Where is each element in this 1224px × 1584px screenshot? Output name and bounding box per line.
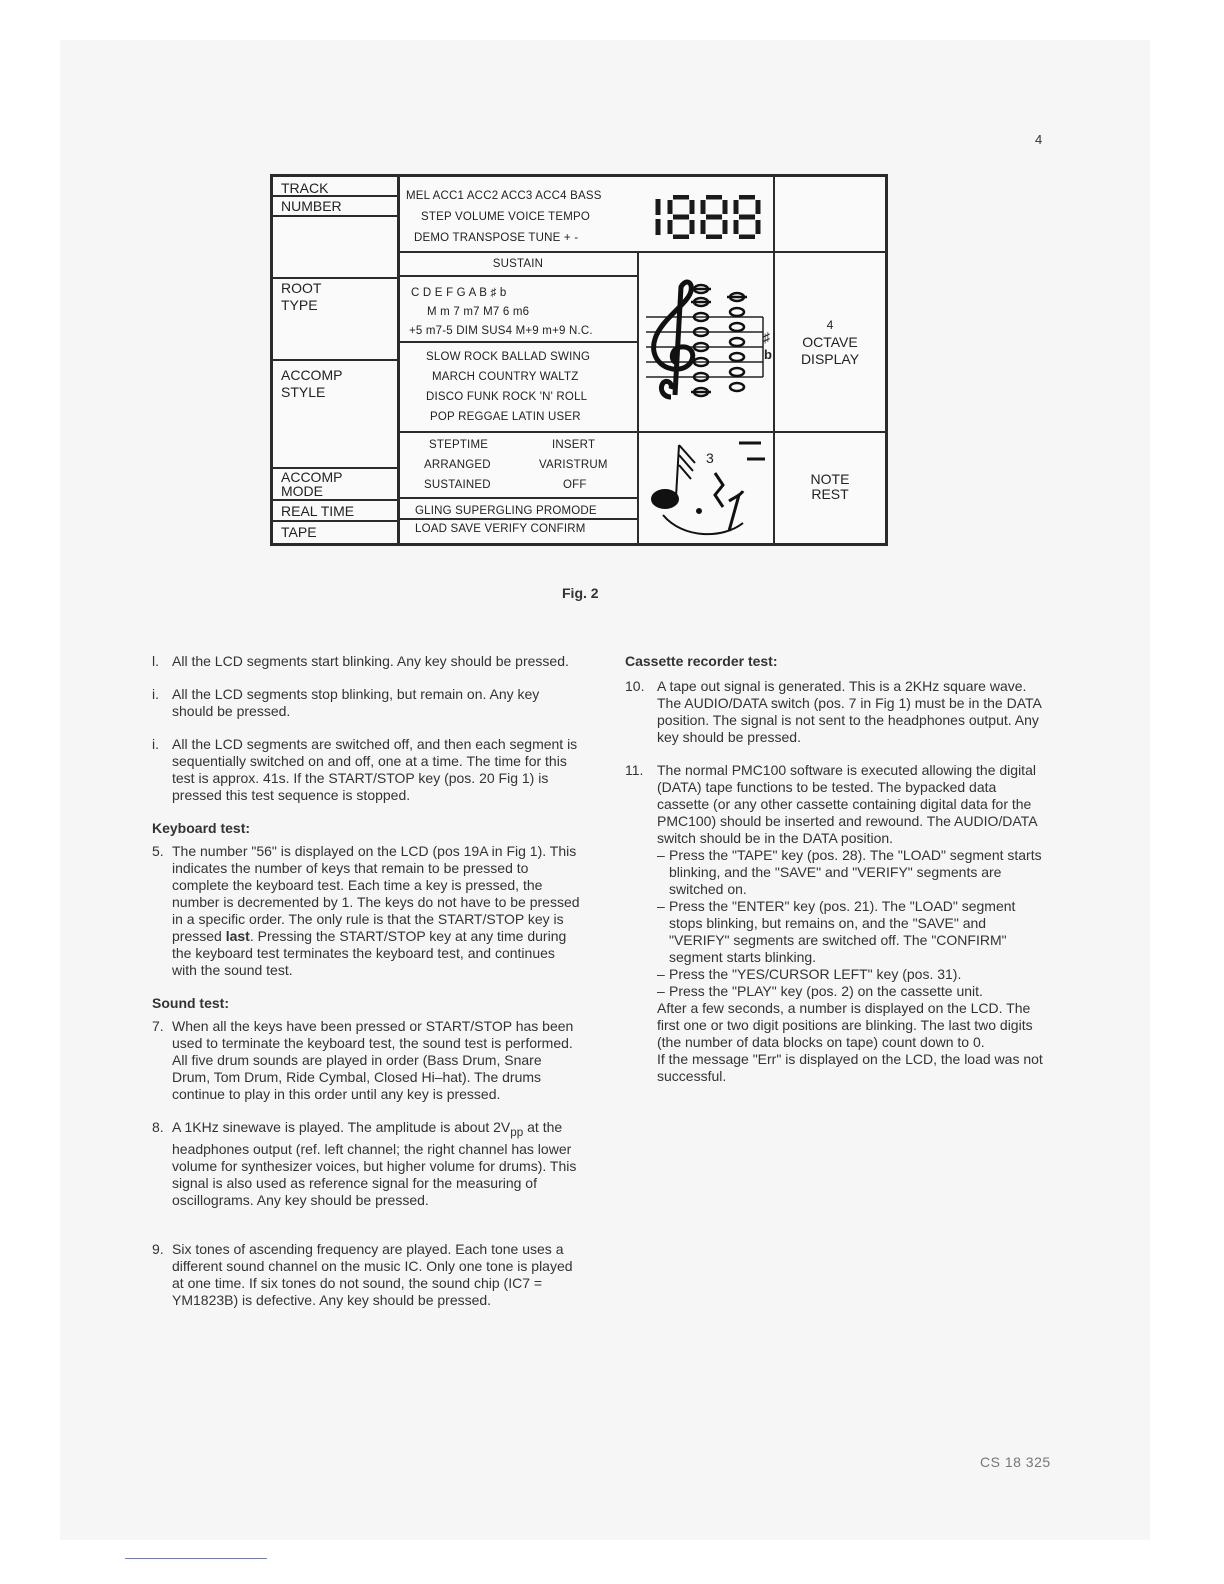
segment-track-row: MEL ACC1 ACC2 ACC3 ACC4 BASS	[406, 190, 602, 202]
lcd-diagram	[270, 174, 888, 546]
triplet-number: 3	[706, 450, 714, 466]
segment-style-4: POP REGGAE LATIN USER	[430, 411, 581, 423]
flat-symbol: b	[764, 347, 773, 362]
segment-gling-row: GLING SUPERGLING PROMODE	[415, 505, 597, 517]
cassette-test-heading: Cassette recorder test:	[625, 653, 778, 669]
item-number: 9.	[152, 1240, 164, 1257]
item-text: When all the keys have been pressed or START/STOP has been used to terminate the keyboard test, the sound test is performed. All five drum sounds are played in order (Bass Drum, Snare Drum, Tom Drum, Ride Cymbal, Closed Hi–hat). The drums continue to play in this order until any key is pressed.	[172, 1018, 574, 1102]
page-number: 4	[1035, 132, 1043, 147]
dash: –	[657, 898, 665, 914]
digit-display	[651, 195, 766, 239]
segment-demo-row: DEMO TRANSPOSE TUNE + -	[414, 232, 579, 244]
item-number: i.	[152, 686, 159, 702]
sharp-symbol: ♯	[763, 329, 771, 345]
segment-chord-types-1: M m 7 m7 M7 6 m6	[427, 306, 530, 318]
list-item	[152, 843, 582, 979]
lcd-divider	[273, 277, 397, 279]
list-item	[152, 1018, 582, 1103]
step-text: Press the "PLAY" key (pos. 2) on the cassette unit.	[669, 983, 983, 999]
staff-notes-icon	[641, 277, 771, 429]
segment-chord-types-2: +5 m7-5 DIM SUS4 M+9 m+9 N.C.	[409, 325, 593, 337]
lcd-divider	[397, 177, 400, 543]
subscript: pp	[510, 1125, 524, 1139]
item-number: i.	[152, 736, 159, 752]
item-text: . Pressing the START/STOP key at any time during the keyboard test terminates the keyboard test, and continues with the sound test.	[172, 928, 567, 978]
item-number: l.	[152, 653, 159, 669]
label-accomp-mode: ACCOMP	[281, 469, 343, 485]
list-item	[625, 762, 1043, 1085]
segment-arranged: ARRANGED	[424, 459, 491, 471]
label-mode: MODE	[281, 483, 323, 499]
sound-test-heading: Sound test:	[152, 995, 229, 1011]
lcd-divider	[397, 518, 639, 520]
figure-caption: Fig. 2	[562, 585, 599, 601]
dash: –	[657, 966, 665, 982]
lcd-divider	[273, 359, 397, 361]
lcd-divider	[397, 431, 885, 433]
document-code: CS 18 325	[980, 1454, 1051, 1470]
label-tape: TAPE	[281, 524, 317, 540]
segment-step-row: STEP VOLUME VOICE TEMPO	[421, 211, 591, 223]
note-label: NOTE	[810, 471, 850, 487]
item-text: A tape out signal is generated. This is a 2KHz square wave. The AUDIO/DATA switch (pos. 7 in Fig 1) must be in the DATA position. The signal is not sent to the headphones output. Any key should be pressed.	[657, 678, 1042, 745]
lcd-divider	[397, 251, 639, 253]
octave-number: 4	[826, 318, 834, 332]
step-item	[657, 847, 1043, 898]
item-number: 7.	[152, 1018, 164, 1034]
lcd-divider	[637, 251, 639, 543]
segment-style-3: DISCO FUNK ROCK 'N' ROLL	[426, 391, 588, 403]
label-style: STYLE	[281, 384, 326, 400]
label-real-time: REAL TIME	[281, 503, 355, 519]
segment-insert: INSERT	[552, 439, 596, 451]
step-item	[657, 966, 1043, 983]
list-item	[152, 736, 582, 804]
item-text: All the LCD segments start blinking. Any key should be pressed.	[172, 653, 569, 669]
item-text: A 1KHz sinewave is played. The amplitude is about 2V	[172, 1119, 511, 1135]
segment-tape-row: LOAD SAVE VERIFY CONFIRM	[415, 523, 586, 535]
item-text: All the LCD segments stop blinking, but remain on. Any key should be pressed.	[172, 686, 540, 719]
item-text: at the headphones output (ref. left channel; the right channel has lower volume for synthesizer voices, but higher volume for drums). This signal is also used as reference signal for the measuring of oscillograms. Any key should be pressed.	[172, 1119, 577, 1208]
list-item	[152, 1241, 582, 1309]
lcd-divider	[273, 215, 397, 217]
item-text: The normal PMC100 software is executed allowing the digital (DATA) tape functions to be tested. The bypacked data cassette (or any other cassette containing digital data for the PMC100) should be inserted and rewound. The AUDIO/DATA switch should be in the DATA position.	[657, 762, 1037, 846]
label-track: TRACK	[281, 180, 329, 196]
list-item	[152, 686, 582, 720]
after-text: After a few seconds, a number is displayed on the LCD. The first one or two digit positions are blinking. The last two digits (the number of data blocks on tape) count down to 0.	[657, 1000, 1033, 1050]
segment-style-2: MARCH COUNTRY WALTZ	[432, 371, 579, 383]
segment-sustained: SUSTAINED	[424, 479, 491, 491]
step-item	[657, 983, 1043, 1000]
lcd-divider	[273, 520, 397, 522]
step-text: Press the "ENTER" key (pos. 21). The "LOAD" segment stops blinking, but remains on, and the "SAVE" and "VERIFY" segments are switched off. The "CONFIRM" segment starts blinking.	[669, 898, 1016, 965]
segment-varistrum: VARISTRUM	[539, 459, 608, 471]
rest-label: REST	[811, 486, 849, 502]
dash: –	[657, 983, 665, 999]
item-number: 10.	[625, 678, 645, 694]
keyboard-test-heading: Keyboard test:	[152, 820, 251, 836]
segment-sustain: SUSTAIN	[492, 258, 544, 270]
segment-root-notes: C D E F G A B ♯ b	[411, 287, 507, 299]
left-column	[152, 653, 582, 1325]
item-text: All the LCD segments are switched off, and then each segment is sequentially switched on and off, one at a time. The time for this test is approx. 41s. If the START/STOP key (pos. 20 Fig 1) is pressed this test sequence is stopped.	[172, 736, 578, 803]
step-item	[657, 898, 1043, 966]
step-text: Press the "YES/CURSOR LEFT" key (pos. 31).	[669, 966, 962, 982]
lcd-divider	[397, 341, 639, 343]
item-text: Six tones of ascending frequency are played. Each tone uses a different sound channel on the music IC. Only one tone is played at one time. If six tones do not sound, the sound chip (IC7 = YM1823B) is defective. Any key should be pressed.	[172, 1240, 573, 1308]
error-text: If the message "Err" is displayed on the LCD, the load was not successful.	[657, 1051, 1043, 1084]
item-number: 11.	[625, 762, 644, 778]
item-text-bold: last	[225, 928, 250, 944]
item-number: 8.	[152, 1119, 164, 1135]
lcd-divider	[397, 497, 639, 499]
segment-steptime: STEPTIME	[429, 439, 489, 451]
lcd-divider	[637, 251, 885, 253]
segment-style-1: SLOW ROCK BALLAD SWING	[426, 351, 591, 363]
label-root: ROOT	[281, 280, 322, 296]
list-item	[152, 1119, 582, 1209]
display-label: DISPLAY	[800, 351, 860, 367]
list-item	[152, 653, 582, 670]
right-column	[625, 653, 1043, 1085]
octave-label: OCTAVE	[802, 334, 858, 350]
item-text: The number "56" is displayed on the LCD (pos 19A in Fig 1). This indicates the number of keys that remain to be pressed to complete the keyboard test. Each time a key is pressed, the number is decremented by 1. The keys do not have to be pressed in a specific order. The only rule is that the START/STOP key is pressed	[172, 843, 580, 944]
list-item	[625, 678, 1043, 746]
label-accomp: ACCOMP	[281, 367, 343, 383]
step-text: Press the "TAPE" key (pos. 28). The "LOAD" segment starts blinking, and the "SAVE" and "VERIFY" segments are switched on.	[669, 847, 1042, 897]
label-number: NUMBER	[281, 198, 342, 214]
dash: –	[657, 847, 665, 863]
link-underline	[125, 1558, 267, 1559]
label-type: TYPE	[281, 297, 318, 313]
item-number: 5.	[152, 843, 164, 859]
lcd-divider	[397, 275, 639, 277]
segment-off: OFF	[563, 479, 587, 491]
